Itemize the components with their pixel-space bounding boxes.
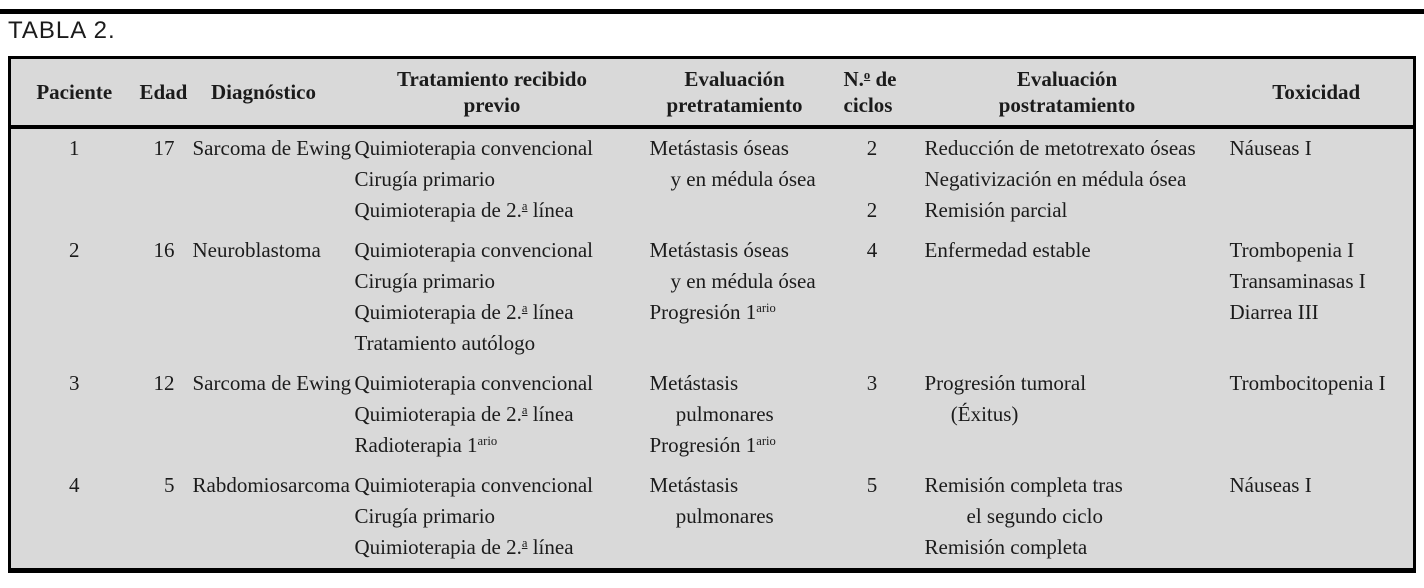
text-line: Trombocitopenia I: [1229, 371, 1386, 395]
text-line: pulmonares: [649, 504, 774, 528]
text-line: 2: [866, 198, 878, 222]
text-line: 3: [866, 371, 878, 395]
text-line: Trombopenia I: [1229, 238, 1355, 262]
cell-postratamiento: [915, 364, 1220, 466]
top-rule: [0, 9, 1424, 14]
text-line: Paciente: [36, 80, 113, 104]
text-line: Metástasis óseas: [649, 238, 789, 262]
cell-diagnostico: [183, 364, 352, 466]
text-line: Reducción de metotrexato óseas: [924, 136, 1196, 160]
cell-tratamiento: [345, 466, 640, 571]
superscript: a: [521, 199, 528, 214]
superscript: ario: [477, 434, 498, 449]
text-line: Transaminasas I: [1229, 269, 1366, 293]
text-line: Negativización en médula ósea: [924, 167, 1187, 191]
text-line: Sarcoma de Ewing: [192, 371, 352, 395]
text-line: Náuseas I: [1229, 136, 1312, 160]
text-line: 2: [69, 238, 80, 262]
text-line: Quimioterapia convencional: [354, 371, 593, 395]
cell-paciente: [10, 127, 138, 231]
text-line: Quimioterapia de 2.$^a$ línea: [354, 402, 574, 426]
cell-pretratamiento: [640, 231, 830, 364]
cell-postratamiento: [915, 127, 1220, 231]
cell-edad: [138, 466, 183, 571]
text-line: Evaluación: [684, 67, 785, 91]
cell-ciclos: [830, 127, 915, 231]
header-cell-pretratamiento: [640, 58, 830, 128]
header-cell-diagnostico: [183, 58, 345, 128]
text-line: Diagnóstico: [211, 80, 316, 104]
header-cell-tratamiento: [345, 58, 640, 128]
text-line: 3: [69, 371, 80, 395]
text-line: Quimioterapia de 2.$^a$ línea: [354, 198, 574, 222]
text-line: Diarrea III: [1229, 300, 1319, 324]
header-cell-paciente: [10, 58, 138, 128]
text-line: postratamiento: [998, 93, 1136, 117]
cell-paciente: [10, 466, 138, 571]
table-body: [10, 127, 1415, 571]
text-line: 4: [866, 238, 878, 262]
superscript: a: [521, 536, 528, 551]
text-line: Remisión parcial: [924, 198, 1068, 222]
cell-diagnostico: [183, 466, 350, 571]
text-line: pretratamiento: [666, 93, 803, 117]
header-cell-ciclos: [830, 58, 915, 128]
text-line: Metástasis: [649, 473, 739, 497]
cell-toxicidad: [1220, 127, 1415, 231]
table-row: [10, 466, 1415, 571]
text-line: Sarcoma de Ewing: [192, 136, 352, 160]
table-row: [10, 364, 1415, 466]
text-line: (Éxitus): [924, 402, 1019, 426]
text-line: Quimioterapia convencional: [354, 473, 593, 497]
cell-ciclos: [830, 231, 915, 364]
table-row: [10, 127, 1415, 231]
text-line: Edad: [139, 80, 188, 104]
cell-tratamiento: [345, 231, 640, 364]
text-line: Progresión tumoral: [924, 371, 1087, 395]
text-line: 16: [153, 238, 175, 262]
text-line: Tratamiento recibido: [397, 67, 587, 91]
cell-toxicidad: [1220, 364, 1415, 466]
header-cell-toxicidad: [1220, 58, 1415, 128]
cell-edad: [138, 364, 183, 466]
cell-diagnostico: [183, 127, 352, 231]
text-line: Cirugía primario: [354, 504, 496, 528]
text-line: previo: [463, 93, 521, 117]
cell-ciclos: [830, 364, 915, 466]
text-line: Quimioterapia de 2.$^a$ línea: [354, 300, 574, 324]
superscript: ario: [756, 301, 776, 316]
text-line: Neuroblastoma: [192, 238, 321, 262]
text-line: Metástasis: [649, 371, 739, 395]
cell-postratamiento: [915, 466, 1220, 571]
text-line: Náuseas I: [1229, 473, 1312, 497]
superscript: a: [521, 403, 528, 418]
text-line: Rabdomiosarcoma: [192, 473, 350, 497]
cell-tratamiento: [345, 127, 640, 231]
text-line: Enfermedad estable: [924, 238, 1091, 262]
cell-diagnostico: [183, 231, 345, 364]
table-header: [10, 58, 1415, 128]
superscript: ario: [756, 434, 776, 449]
text-line: Evaluación: [1016, 67, 1118, 91]
cell-paciente: [10, 364, 138, 466]
text-line: 17: [153, 136, 175, 160]
cell-ciclos: [830, 466, 915, 571]
text-line: 1: [69, 136, 80, 160]
text-line: 5: [866, 473, 878, 497]
text-line: [830, 164, 915, 195]
cell-paciente: [10, 231, 138, 364]
text-line: Quimioterapia convencional: [354, 238, 593, 262]
text-line: ciclos: [843, 93, 893, 117]
header-row: [10, 58, 1415, 128]
cell-tratamiento: [345, 364, 640, 466]
text-line: Remisión completa: [924, 535, 1088, 559]
cell-postratamiento: [915, 231, 1220, 364]
text-line: 2: [866, 136, 878, 160]
text-line: y en médula ósea: [649, 167, 816, 191]
table-row: [10, 231, 1415, 364]
cell-edad: [138, 127, 183, 231]
superscript: o: [863, 68, 871, 83]
text-line: 4: [69, 473, 80, 497]
text-line: Tratamiento autólogo: [354, 331, 536, 355]
text-line: y en médula ósea: [649, 269, 816, 293]
text-line: Quimioterapia convencional: [354, 136, 593, 160]
text-line: Metástasis óseas: [649, 136, 789, 160]
text-line: Progresión $1^{ario}$: [649, 300, 776, 324]
cell-toxicidad: [1220, 231, 1415, 364]
text-line: Quimioterapia de 2.$^a$ línea: [354, 535, 574, 559]
cell-edad: [138, 231, 183, 364]
text-line: pulmonares: [649, 402, 774, 426]
text-line: N.$^o$ de: [843, 67, 897, 91]
text-line: Cirugía primario: [354, 167, 496, 191]
text-line: Progresión $1^{ario}$: [649, 433, 776, 457]
header-cell-edad: [138, 58, 188, 128]
text-line: 5: [164, 473, 175, 497]
text-line: Cirugía primario: [354, 269, 496, 293]
header-cell-postratamiento: [915, 58, 1220, 128]
superscript: a: [521, 301, 528, 316]
text-line: 12: [153, 371, 175, 395]
data-table: [8, 56, 1416, 573]
cell-pretratamiento: [640, 364, 830, 466]
text-line: Toxicidad: [1272, 80, 1361, 104]
page-title: TABLA 2.: [8, 17, 116, 44]
text-line: el segundo ciclo: [924, 504, 1103, 528]
cell-pretratamiento: [640, 466, 830, 571]
cell-pretratamiento: [640, 127, 830, 231]
text-line: Remisión completa tras: [924, 473, 1123, 497]
text-line: Radioterapia $1^{ario}$: [354, 433, 498, 457]
cell-toxicidad: [1220, 466, 1415, 571]
